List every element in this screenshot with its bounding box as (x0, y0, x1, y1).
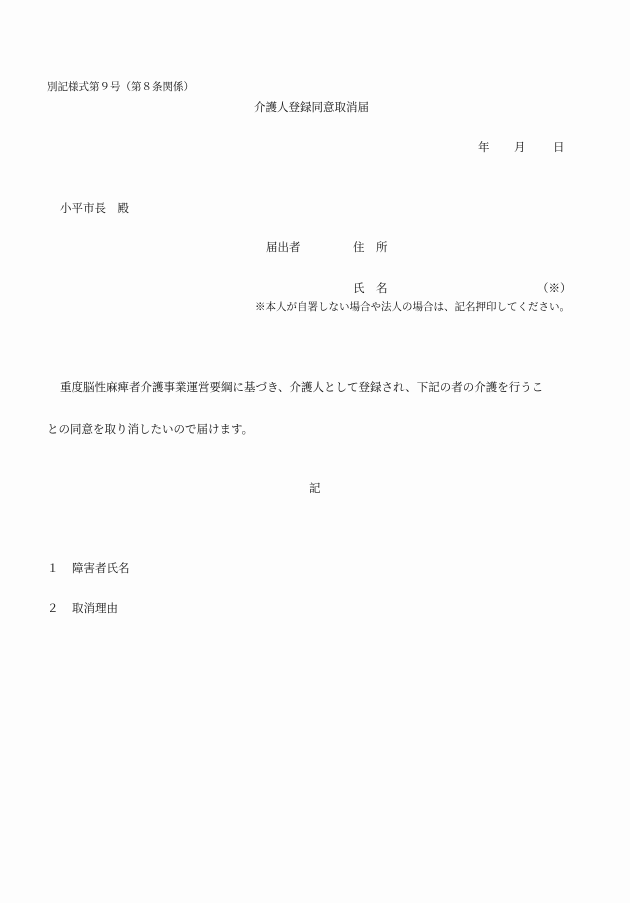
address-label: 住 所 (353, 240, 388, 254)
addressee: 小平市長 殿 (60, 201, 129, 215)
heading-ki: 記 (309, 481, 321, 495)
notifier-label: 届出者 (266, 240, 301, 254)
item-number: １ (47, 561, 59, 575)
item-number: ２ (47, 601, 59, 615)
date-month: 月 (514, 140, 526, 154)
item-label: 取消理由 (72, 601, 118, 615)
date-year: 年 (478, 140, 490, 154)
form-label: 別記様式第９号（第８条関係） (47, 81, 194, 93)
item-label: 障害者氏名 (72, 561, 130, 575)
body-line-2: との同意を取り消したいので届けます。 (47, 422, 254, 436)
document-title: 介護人登録同意取消届 (254, 100, 369, 114)
name-label: 氏 名 (353, 281, 388, 295)
body-line-1: 重度脳性麻痺者介護事業運営要綱に基づき、介護人として登録され、下記の者の介護を行うこ (60, 380, 544, 394)
date-day: 日 (553, 140, 565, 154)
seal-mark: （※） (537, 281, 572, 295)
signature-note: ※本人が自署しない場合や法人の場合は、記名押印してください。 (255, 301, 570, 313)
